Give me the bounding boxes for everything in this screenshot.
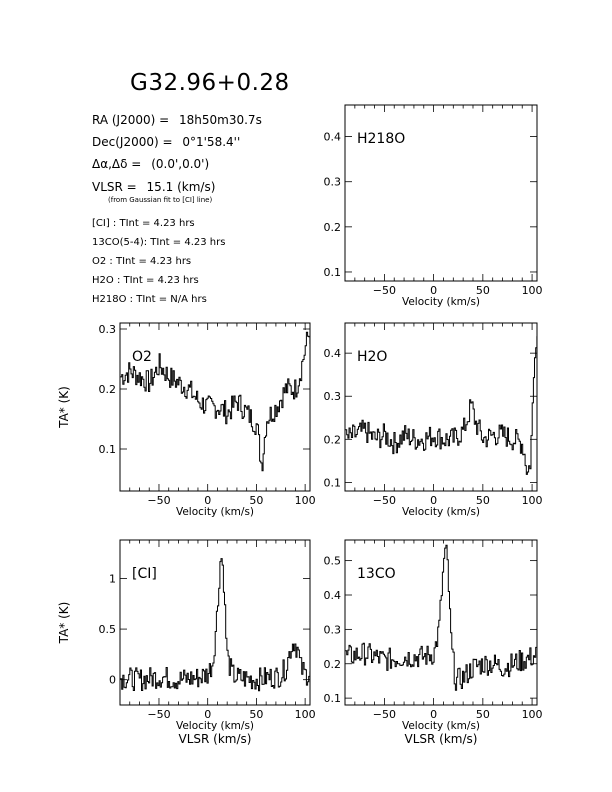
x-tick-label: 0 [430,708,438,721]
x-tick-label: 100 [521,494,543,507]
panel-ci [57,540,316,746]
y-tick-label: 0.2 [98,383,116,396]
y-tick-label: 0.5 [98,623,116,637]
x-tick-label: 50 [475,494,490,507]
tint-line-name: 13CO(5-4) [92,237,144,248]
tint-value: N/A hrs [170,294,207,305]
plot-frame [345,540,537,705]
offset-value: (0.0',0.0') [151,157,210,171]
x-tick-label: −50 [372,708,396,721]
x-axis-label: Velocity (km/s) [401,506,481,518]
tint-value: 4.23 hrs [153,218,195,229]
x-tick-label: 50 [475,708,490,721]
vlsr-note: (from Gaussian fit to [CI] line) [108,196,213,204]
line-label: O2 [132,349,152,365]
tint-line-name: H218O [92,294,127,305]
y-tick-label: 0 [109,673,116,687]
tint-value: 4.23 hrs [157,275,199,286]
y-axis-label: TA* (K) [57,386,71,428]
tint-line-name: H2O [92,275,114,286]
y-tick-label: 0.1 [323,265,341,279]
tint-label: TInt = [123,275,155,286]
line-label: [CI] [132,566,157,582]
tint-line-name: [CI] [92,218,110,229]
x-axis-label: Velocity (km/s) [175,506,255,518]
y-tick-label: 0.3 [98,323,116,336]
ra-label: RA (J2000) = [92,113,170,127]
x-tick-label: 0 [430,494,438,507]
line-label: H2O [357,349,388,365]
x-tick-label: 0 [204,494,212,507]
x-tick-label: 100 [294,708,316,721]
tint-label: TInt = [150,237,182,248]
dec-value: 0°1'58.4'' [182,135,241,149]
offset-label: Δα,Δδ = [92,157,142,171]
x-tick-label: 50 [475,284,490,297]
vlsr-label: VLSR = [92,180,137,194]
x-axis-label: Velocity (km/s) [401,296,481,308]
panel-o2 [57,323,316,518]
source-title: G32.96+0.28 [130,70,290,96]
vlsr-value: 15.1 (km/s) [146,180,216,194]
tint-label: TInt = [115,256,147,267]
panel-h218o [324,105,543,308]
y-tick-label: 0.5 [323,554,341,568]
y-tick-label: 0.4 [323,347,341,361]
line-label: 13CO [357,566,396,582]
tint-row: H218O : TInt = N/A hrs [92,294,207,305]
x-tick-label: −50 [147,708,171,721]
panel-co13 [324,540,543,746]
tint-label: TInt = [119,218,151,229]
y-tick-label: 0.4 [323,130,341,144]
x-tick-label: −50 [372,284,396,297]
x-axis-label: Velocity (km/s) [175,720,255,732]
y-tick-label: 0.3 [323,175,341,189]
x-tick-label: 50 [249,708,264,721]
y-tick-label: 0.3 [323,623,341,637]
ra-value: 18h50m30.7s [179,113,262,127]
y-tick-label: 0.4 [323,589,341,602]
y-tick-label: 0.1 [323,476,341,490]
tint-row: O2 : TInt = 4.23 hrs [92,256,192,267]
x-tick-label: 100 [521,284,543,297]
tint-label: TInt = [136,294,168,305]
vlsr-axis-label: VLSR (km/s) [178,732,252,746]
y-tick-label: 0.1 [323,692,341,706]
x-tick-label: 50 [249,494,264,507]
tint-row: 13CO(5-4): TInt = 4.23 hrs [92,237,226,248]
x-tick-label: 100 [294,494,316,507]
y-tick-label: 1 [109,572,116,586]
tint-row: H2O : TInt = 4.23 hrs [92,275,199,286]
y-tick-label: 0.2 [323,433,341,447]
panel-h2o [324,323,543,518]
tint-row: [CI] : TInt = 4.23 hrs [92,218,195,229]
y-tick-label: 0.1 [98,443,116,456]
x-tick-label: −50 [372,494,396,507]
x-axis-label: Velocity (km/s) [401,720,481,732]
tint-value: 4.23 hrs [150,256,192,267]
x-tick-label: 0 [430,284,438,297]
y-tick-label: 0.2 [323,657,341,671]
y-tick-label: 0.2 [323,220,341,234]
tint-value: 4.23 hrs [184,237,226,248]
x-tick-label: 100 [521,708,543,721]
x-tick-label: −50 [147,494,171,507]
x-tick-label: 0 [204,708,212,721]
tint-line-name: O2 [92,256,107,267]
line-label: H218O [357,131,406,147]
y-tick-label: 0.3 [323,390,341,404]
vlsr-axis-label: VLSR (km/s) [404,732,478,746]
dec-label: Dec(J2000) = [92,135,173,149]
y-axis-label: TA* (K) [57,601,71,644]
